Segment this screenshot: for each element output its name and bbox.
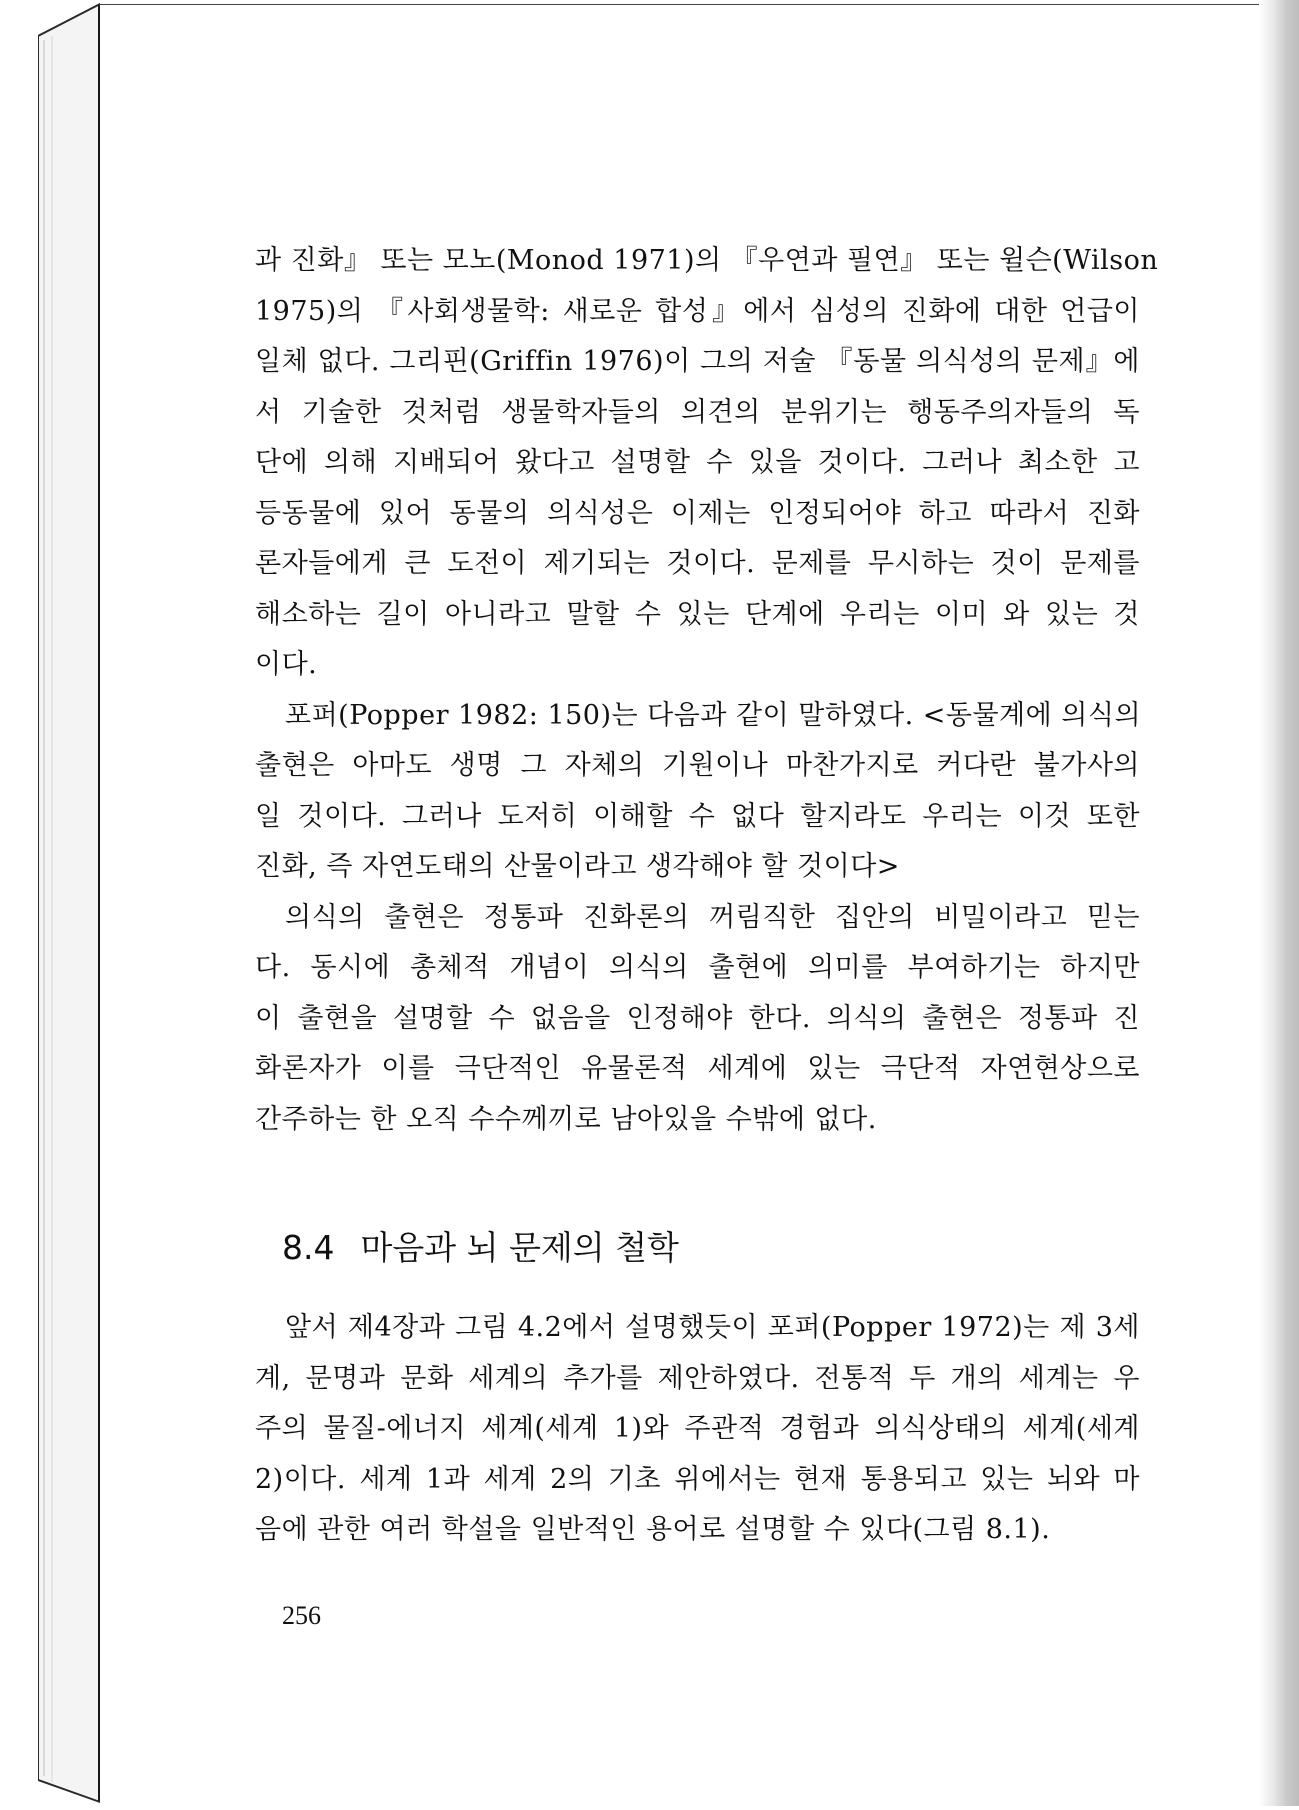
text-line: 계, 문명과 문화 세계의 추가를 제안하였다. 전통적 두 개의 세계는 우 xyxy=(255,1362,1140,1394)
text-line: 이 출현을 설명할 수 없음을 인정해야 한다. 의식의 출현은 정통파 진 xyxy=(255,1002,1140,1034)
book-spine xyxy=(38,0,100,1806)
text-line: 진화, 즉 자연도태의 산물이라고 생각해야 할 것이다> xyxy=(255,851,900,882)
text-line: 해소하는 길이 아니라고 말할 수 있는 단계에 우리는 이미 와 있는 것 xyxy=(255,598,1140,630)
text-line: 이다. xyxy=(255,649,318,680)
section-title: 마음과 뇌 문제의 철학 xyxy=(360,1228,679,1267)
text-line: 서 기술한 것처럼 생물학자들의 의견의 분위기는 행동주의자들의 독 xyxy=(255,396,1140,428)
text-line: 일체 없다. 그리핀(Griffin 1976)이 그의 저술 『동물 의식성의 문제』에 xyxy=(255,346,1140,377)
book-spine-edge xyxy=(38,0,100,1806)
text-line: 단에 의해 지배되어 왔다고 설명할 수 있을 것이다. 그러나 최소한 고 xyxy=(255,447,1140,478)
text-line: 과 진화』 또는 모노(Monod 1971)의 『우연과 필연』 또는 윌슨(Wilson xyxy=(255,245,1159,276)
text-line: 간주하는 한 오직 수수께끼로 남아있을 수밖에 없다. xyxy=(255,1103,877,1135)
text-line: 포퍼(Popper 1982: 150)는 다음과 같이 말하였다. <동물계에 의식의 xyxy=(285,699,1142,731)
text-line: 주의 물질-에너지 세계(세계 1)와 주관적 경험과 의식상태의 세계(세계 xyxy=(255,1413,1140,1444)
body-text-lower xyxy=(255,1303,1140,1556)
section-heading xyxy=(282,1222,679,1269)
text-line: 론자들에게 큰 도전이 제기되는 것이다. 문제를 무시하는 것이 문제를 xyxy=(255,548,1140,579)
text-line: 음에 관한 여러 학설을 일반적인 용어로 설명할 수 있다(그림 8.1). xyxy=(255,1514,1051,1545)
body-text-upper xyxy=(255,236,1159,1145)
page-right-shadow xyxy=(1259,0,1299,1806)
paragraph-1 xyxy=(255,236,1159,691)
paragraph-4 xyxy=(255,1303,1140,1556)
text-line: 1975)의 『사회생물학: 새로운 합성』에서 심성의 진화에 대한 언급이 xyxy=(255,295,1140,327)
text-line: 일 것이다. 그러나 도저히 이해할 수 없다 할지라도 우리는 이것 또한 xyxy=(255,800,1140,832)
text-line: 화론자가 이를 극단적인 유물론적 세계에 있는 극단적 자연현상으로 xyxy=(255,1053,1140,1084)
text-line: 등동물에 있어 동물의 의식성은 이제는 인정되어야 하고 따라서 진화 xyxy=(255,497,1140,529)
paragraph-3 xyxy=(255,893,1140,1146)
section-number: 8.4 xyxy=(282,1228,335,1267)
text-line: 앞서 제4장과 그림 4.2에서 설명했듯이 포퍼(Popper 1972)는 제 3세 xyxy=(285,1312,1140,1343)
text-line: 2)이다. 세계 1과 세계 2의 기초 위에서는 현재 통용되고 있는 뇌와 마 xyxy=(255,1463,1140,1495)
paragraph-2 xyxy=(255,691,1140,893)
text-line: 다. 동시에 총체적 개념이 의식의 출현에 의미를 부여하기는 하지만 xyxy=(255,952,1140,983)
page-number: 256 xyxy=(282,1601,321,1630)
text-line: 의식의 출현은 정통파 진화론의 꺼림직한 집안의 비밀이라고 믿는 xyxy=(285,901,1140,933)
text-line: 출현은 아마도 생명 그 자체의 기원이나 마찬가지로 커다란 불가사의 xyxy=(255,750,1140,781)
